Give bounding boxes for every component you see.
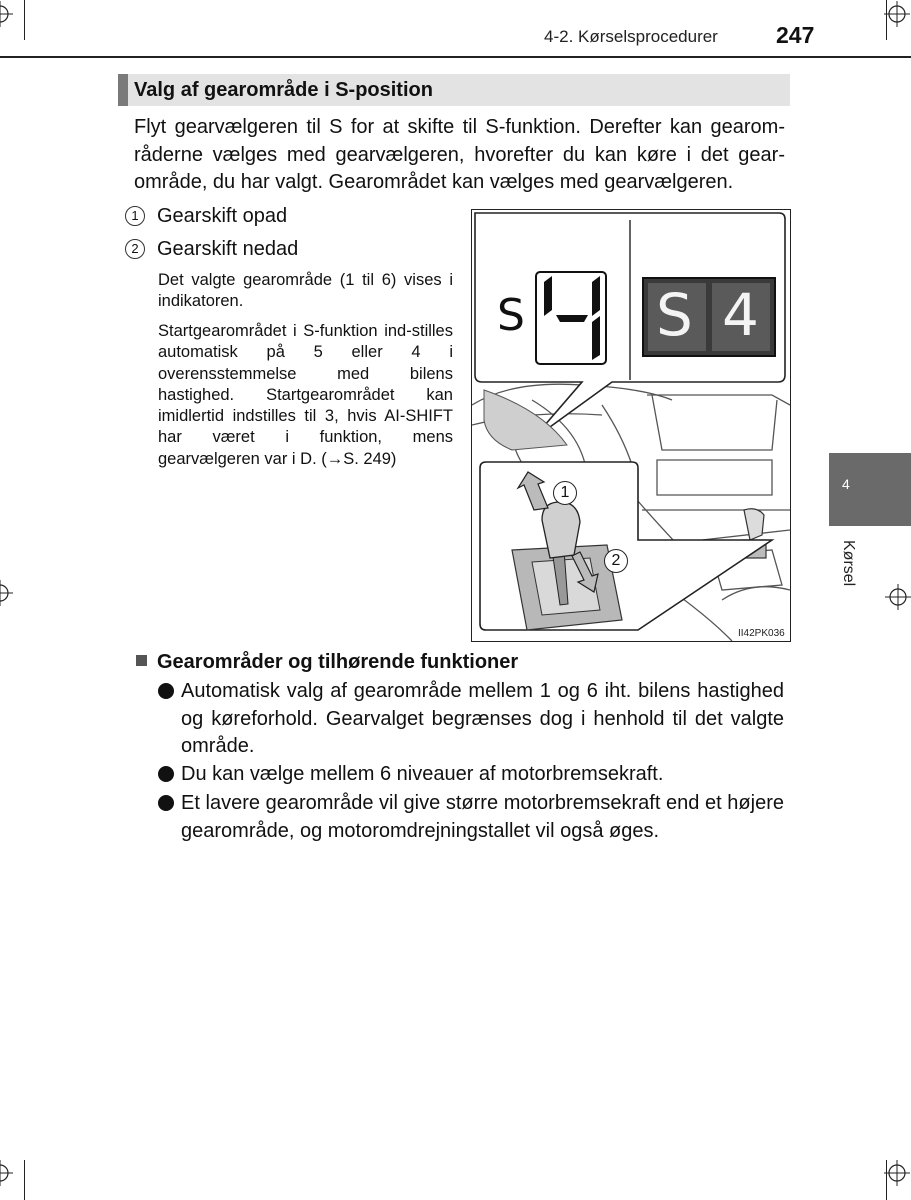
subsection-heading — [136, 651, 518, 674]
gear-selector-illustration — [471, 209, 791, 642]
crop-line — [24, 0, 25, 40]
crop-line — [886, 0, 887, 40]
registration-mark-icon — [0, 580, 13, 606]
registration-mark-icon — [0, 1, 13, 27]
list-item — [125, 204, 287, 228]
subsection-title: Gearområder og tilhørende funktioner — [157, 651, 519, 673]
display-s-letter: S — [497, 290, 525, 341]
running-header-section: 4-2. Kørselsprocedurer — [544, 27, 718, 46]
registration-mark-icon — [0, 1160, 13, 1186]
bullet-text: Du kan vælge mellem 6 niveauer af motorbremsekraft. — [181, 763, 664, 785]
bullet-text: Automatisk valg af gearområde mellem 1 og 6 iht. bilens hastighed og køreforhold. Gearvalget begrænses dog i henhold til det valgte område. — [181, 680, 784, 757]
note-paragraph: Startgearområdet i S-funktion ind-stilles automatisk på 5 eller 4 i overensstemmelse med bilens hastighed. Startgearområdet kan imidlertid indstilles til 3, hvis AI-SHIFT har været i funktion, mens gearvælgeren var i D. (→S. 249) — [158, 322, 453, 468]
note-paragraph: Det valgte gearområde (1 til 6) vises i indikatoren. — [158, 271, 453, 311]
square-bullet-icon — [136, 655, 147, 666]
bullet-item — [158, 790, 784, 845]
crop-line — [886, 1160, 887, 1200]
illustration-drawing — [472, 210, 790, 641]
item-number: 2 — [125, 239, 145, 259]
header-rule — [0, 56, 911, 58]
item-number: 1 — [125, 206, 145, 226]
bullet-item — [158, 678, 784, 761]
bullet-text: Et lavere gearområde vil give større motorbremsekraft end et højere gearområde, og motoromdrejningstallet vil også øges. — [181, 792, 784, 842]
figure-code: II42PK036 — [738, 628, 785, 639]
gear-display-badge — [642, 277, 776, 357]
bullet-dot-icon — [158, 766, 174, 782]
list-item — [125, 237, 298, 261]
section-title: Valg af gearområde i S-position — [134, 79, 433, 101]
badge-letter: S — [656, 281, 693, 349]
intro-paragraph: Flyt gearvælgeren til S for at skifte til S-funktion. Derefter kan gearom-råderne vælges med gearvælgeren, hvorefter du kan køre i det gear-område, du har valgt. Gearområdet kan vælges med gearvælgeren. — [134, 116, 785, 193]
registration-mark-icon — [884, 1160, 910, 1186]
bullet-dot-icon — [158, 795, 174, 811]
crop-line — [24, 1160, 25, 1200]
callout-number-2: 2 — [604, 549, 628, 573]
callout-number-1: 1 — [553, 481, 577, 505]
bullet-item — [158, 761, 784, 789]
chapter-tab-label: Kørsel — [840, 540, 857, 587]
chapter-tab-number: 4 — [842, 476, 850, 492]
registration-mark-icon — [884, 1, 910, 27]
page-number: 247 — [776, 22, 815, 48]
registration-mark-icon — [885, 584, 911, 610]
item-label: Gearskift nedad — [157, 238, 299, 260]
bullet-dot-icon — [158, 683, 174, 699]
badge-digit: 4 — [722, 281, 759, 349]
item-label: Gearskift opad — [157, 205, 288, 227]
